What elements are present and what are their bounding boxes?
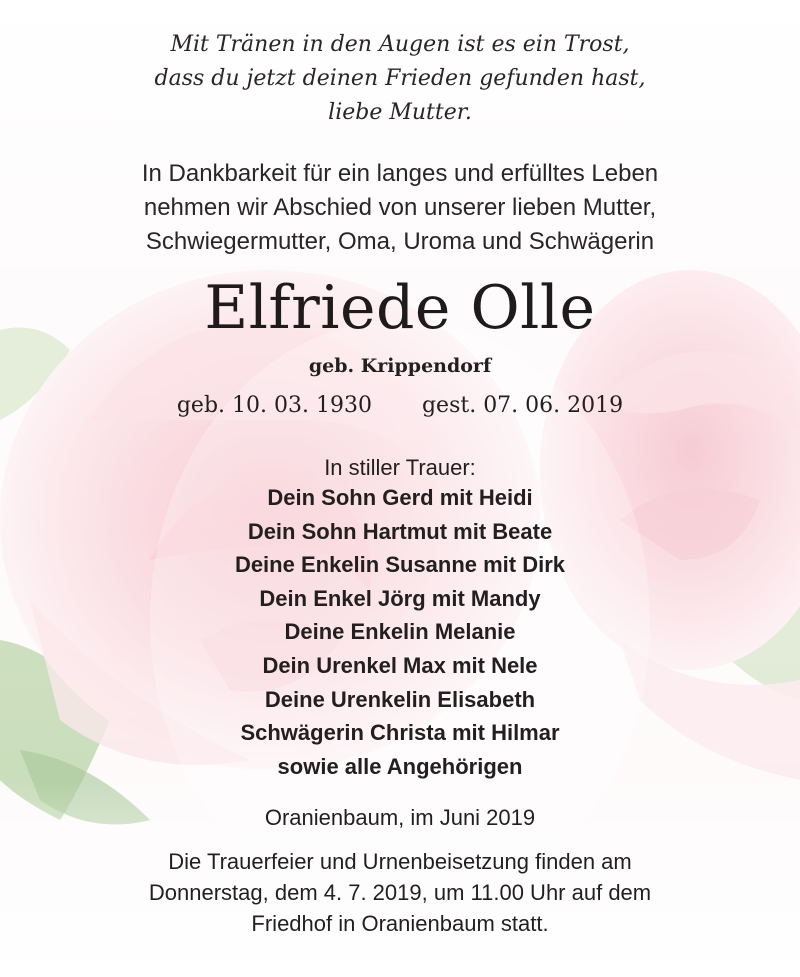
mourner-entry: sowie alle Angehörigen bbox=[277, 753, 523, 779]
birth-date: geb. 10. 03. 1930 bbox=[176, 393, 372, 418]
verse-line: dass du jetzt deinen Frieden gefunden hast, bbox=[154, 66, 646, 91]
mourners-heading: In stiller Trauer: bbox=[324, 455, 476, 480]
verse-line: Mit Tränen in den Augen ist es ein Trost, bbox=[170, 32, 630, 57]
death-date: gest. 07. 06. 2019 bbox=[421, 393, 624, 418]
ceremony-info bbox=[0, 846, 800, 939]
mourner-entry: Dein Urenkel Max mit Nele bbox=[262, 652, 538, 678]
maiden-name: geb. Krippendorf bbox=[308, 355, 492, 377]
intro-text bbox=[0, 157, 800, 259]
ceremony-line: Donnerstag, dem 4. 7. 2019, um 11.00 Uhr auf dem bbox=[148, 880, 652, 905]
mourner-entry: Deine Enkelin Susanne mit Dirk bbox=[234, 552, 566, 578]
mourner-entry: Deine Enkelin Melanie bbox=[284, 619, 516, 645]
ceremony-line: Friedhof in Oranienbaum statt. bbox=[251, 911, 549, 936]
intro-line: In Dankbarkeit für ein langes und erfülltes Leben bbox=[141, 160, 659, 187]
intro-line: nehmen wir Abschied von unserer lieben Mutter, bbox=[143, 194, 657, 221]
ceremony-line: Die Trauerfeier und Urnenbeisetzung finden am bbox=[168, 849, 632, 874]
mourner-entry: Schwägerin Christa mit Hilmar bbox=[240, 720, 560, 746]
mourners-list bbox=[0, 481, 800, 783]
intro-line: Schwiegermutter, Oma, Uroma und Schwägerin bbox=[145, 228, 655, 255]
place-date: Oranienbaum, im Juni 2019 bbox=[264, 805, 536, 830]
verse-line: liebe Mutter. bbox=[328, 100, 472, 125]
verse bbox=[0, 28, 800, 130]
mourner-entry: Deine Urenkelin Elisabeth bbox=[264, 686, 536, 712]
mourner-entry: Dein Sohn Hartmut mit Beate bbox=[247, 518, 553, 544]
life-dates bbox=[0, 390, 800, 422]
mourner-entry: Dein Enkel Jörg mit Mandy bbox=[259, 585, 541, 611]
mourner-entry: Dein Sohn Gerd mit Heidi bbox=[267, 485, 533, 510]
deceased-name: Elfriede Olle bbox=[204, 273, 596, 343]
